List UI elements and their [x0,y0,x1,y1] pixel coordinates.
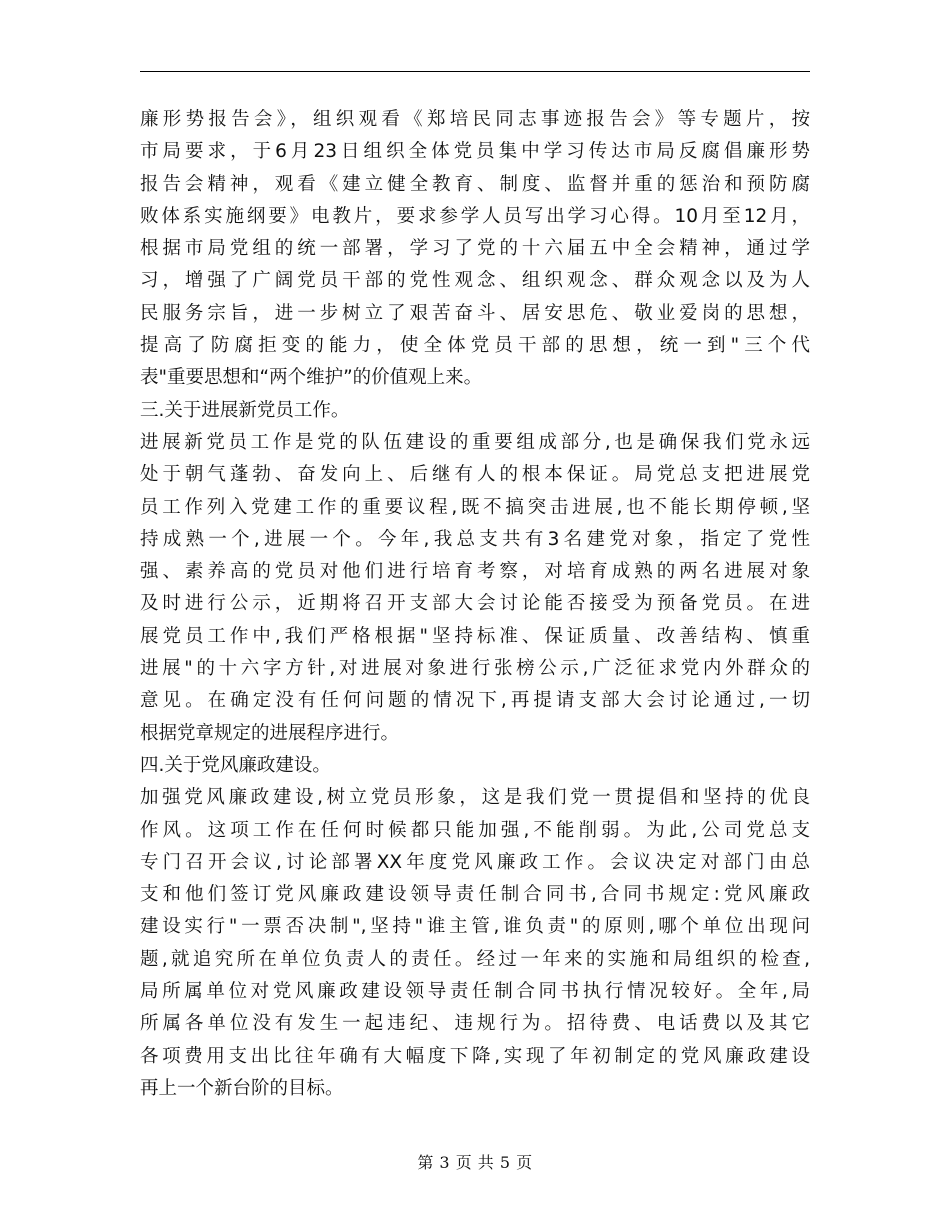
text-line: 表"重要思想和“两个维护”的价值观上来。 [140,367,483,389]
text-line: 展党员工作中,我们严格根据"坚持标准、保证质量、改善结构、慎重 [140,625,810,647]
text-line: 员工作列入党建工作的重要议程,既不搞突击进展,也不能长期停顿,坚 [140,496,810,518]
text-line: 局所属单位对党风廉政建设领导责任制合同书执行情况较好。全年,局 [140,981,810,1003]
text-line: 再上一个新台阶的目标。 [140,1077,344,1099]
text-line: 市局要求，于6月23日组织全体党员集中学习传达市局反腐倡廉形势 [140,141,810,163]
text-line: 专门召开会议,讨论部署XX年度党风廉政工作。会议决定对部门由总 [140,851,810,873]
body-text [140,104,816,1105]
page-number-footer: 第 3 页 共 5 页 [417,1153,533,1172]
text-line: 建设实行"一票否决制",坚持"谁主管,谁负责"的原则,哪个单位出现问 [140,916,810,938]
text-line: 提高了防腐拒变的能力，使全体党员干部的思想，统一到"三个代 [140,335,810,357]
section-heading: 三.关于进展新党员工作。 [140,399,350,421]
text-line: 处于朝气蓬勃、奋发向上、后继有人的根本保证。局党总支把进展党 [140,464,810,486]
text-line: 民服务宗旨，进一步树立了艰苦奋斗、居安思危、敬业爱岗的思想， [140,302,810,324]
text-line: 廉形势报告会》，组织观看《郑培民同志事迹报告会》等专题片，按 [140,109,810,130]
text-line: 进展新党员工作是党的队伍建设的重要组成部分,也是确保我们党永远 [140,431,810,453]
header-rule [140,71,810,72]
section-heading: 四.关于党风廉政建设。 [140,754,331,776]
text-line: 作风。这项工作在任何时候都只能加强,不能削弱。为此,公司党总支 [140,819,810,841]
text-line: 加强党风廉政建设,树立党员形象，这是我们党一贯提倡和坚持的优良 [140,787,810,809]
text-line: 根据党章规定的进展程序进行。 [140,722,400,744]
text-line: 及时进行公示，近期将召开支部大会讨论能否接受为预备党员。在进 [140,593,810,615]
text-line: 各项费用支出比往年确有大幅度下降,实现了年初制定的党风廉政建设 [140,1045,810,1067]
text-line: 习，增强了广阔党员干部的党性观念、组织观念、群众观念以及为人 [140,270,810,292]
text-line: 报告会精神，观看《建立健全教育、制度、监督并重的惩治和预防腐 [140,173,810,195]
text-line: 意见。在确定没有任何问题的情况下,再提请支部大会讨论通过,一切 [140,690,810,712]
text-line: 根据市局党组的统一部署，学习了党的十六届五中全会精神，通过学 [140,238,810,260]
text-line: 败体系实施纲要》电教片，要求参学人员写出学习心得。10月至12月， [140,205,810,227]
text-line: 强、素养高的党员对他们进行培育考察，对培育成熟的两名进展对象 [140,561,810,583]
text-line: 支和他们签订党风廉政建设领导责任制合同书,合同书规定:党风廉政 [140,884,810,906]
text-line: 进展"的十六字方针,对进展对象进行张榜公示,广泛征求党内外群众的 [140,658,810,680]
text-line: 题,就追究所在单位负责人的责任。经过一年来的实施和局组织的检查, [140,948,810,970]
text-line: 持成熟一个,进展一个。今年,我总支共有3名建党对象，指定了党性 [140,528,810,550]
text-line: 所属各单位没有发生一起违纪、违规行为。招待费、电话费以及其它 [140,1013,810,1035]
